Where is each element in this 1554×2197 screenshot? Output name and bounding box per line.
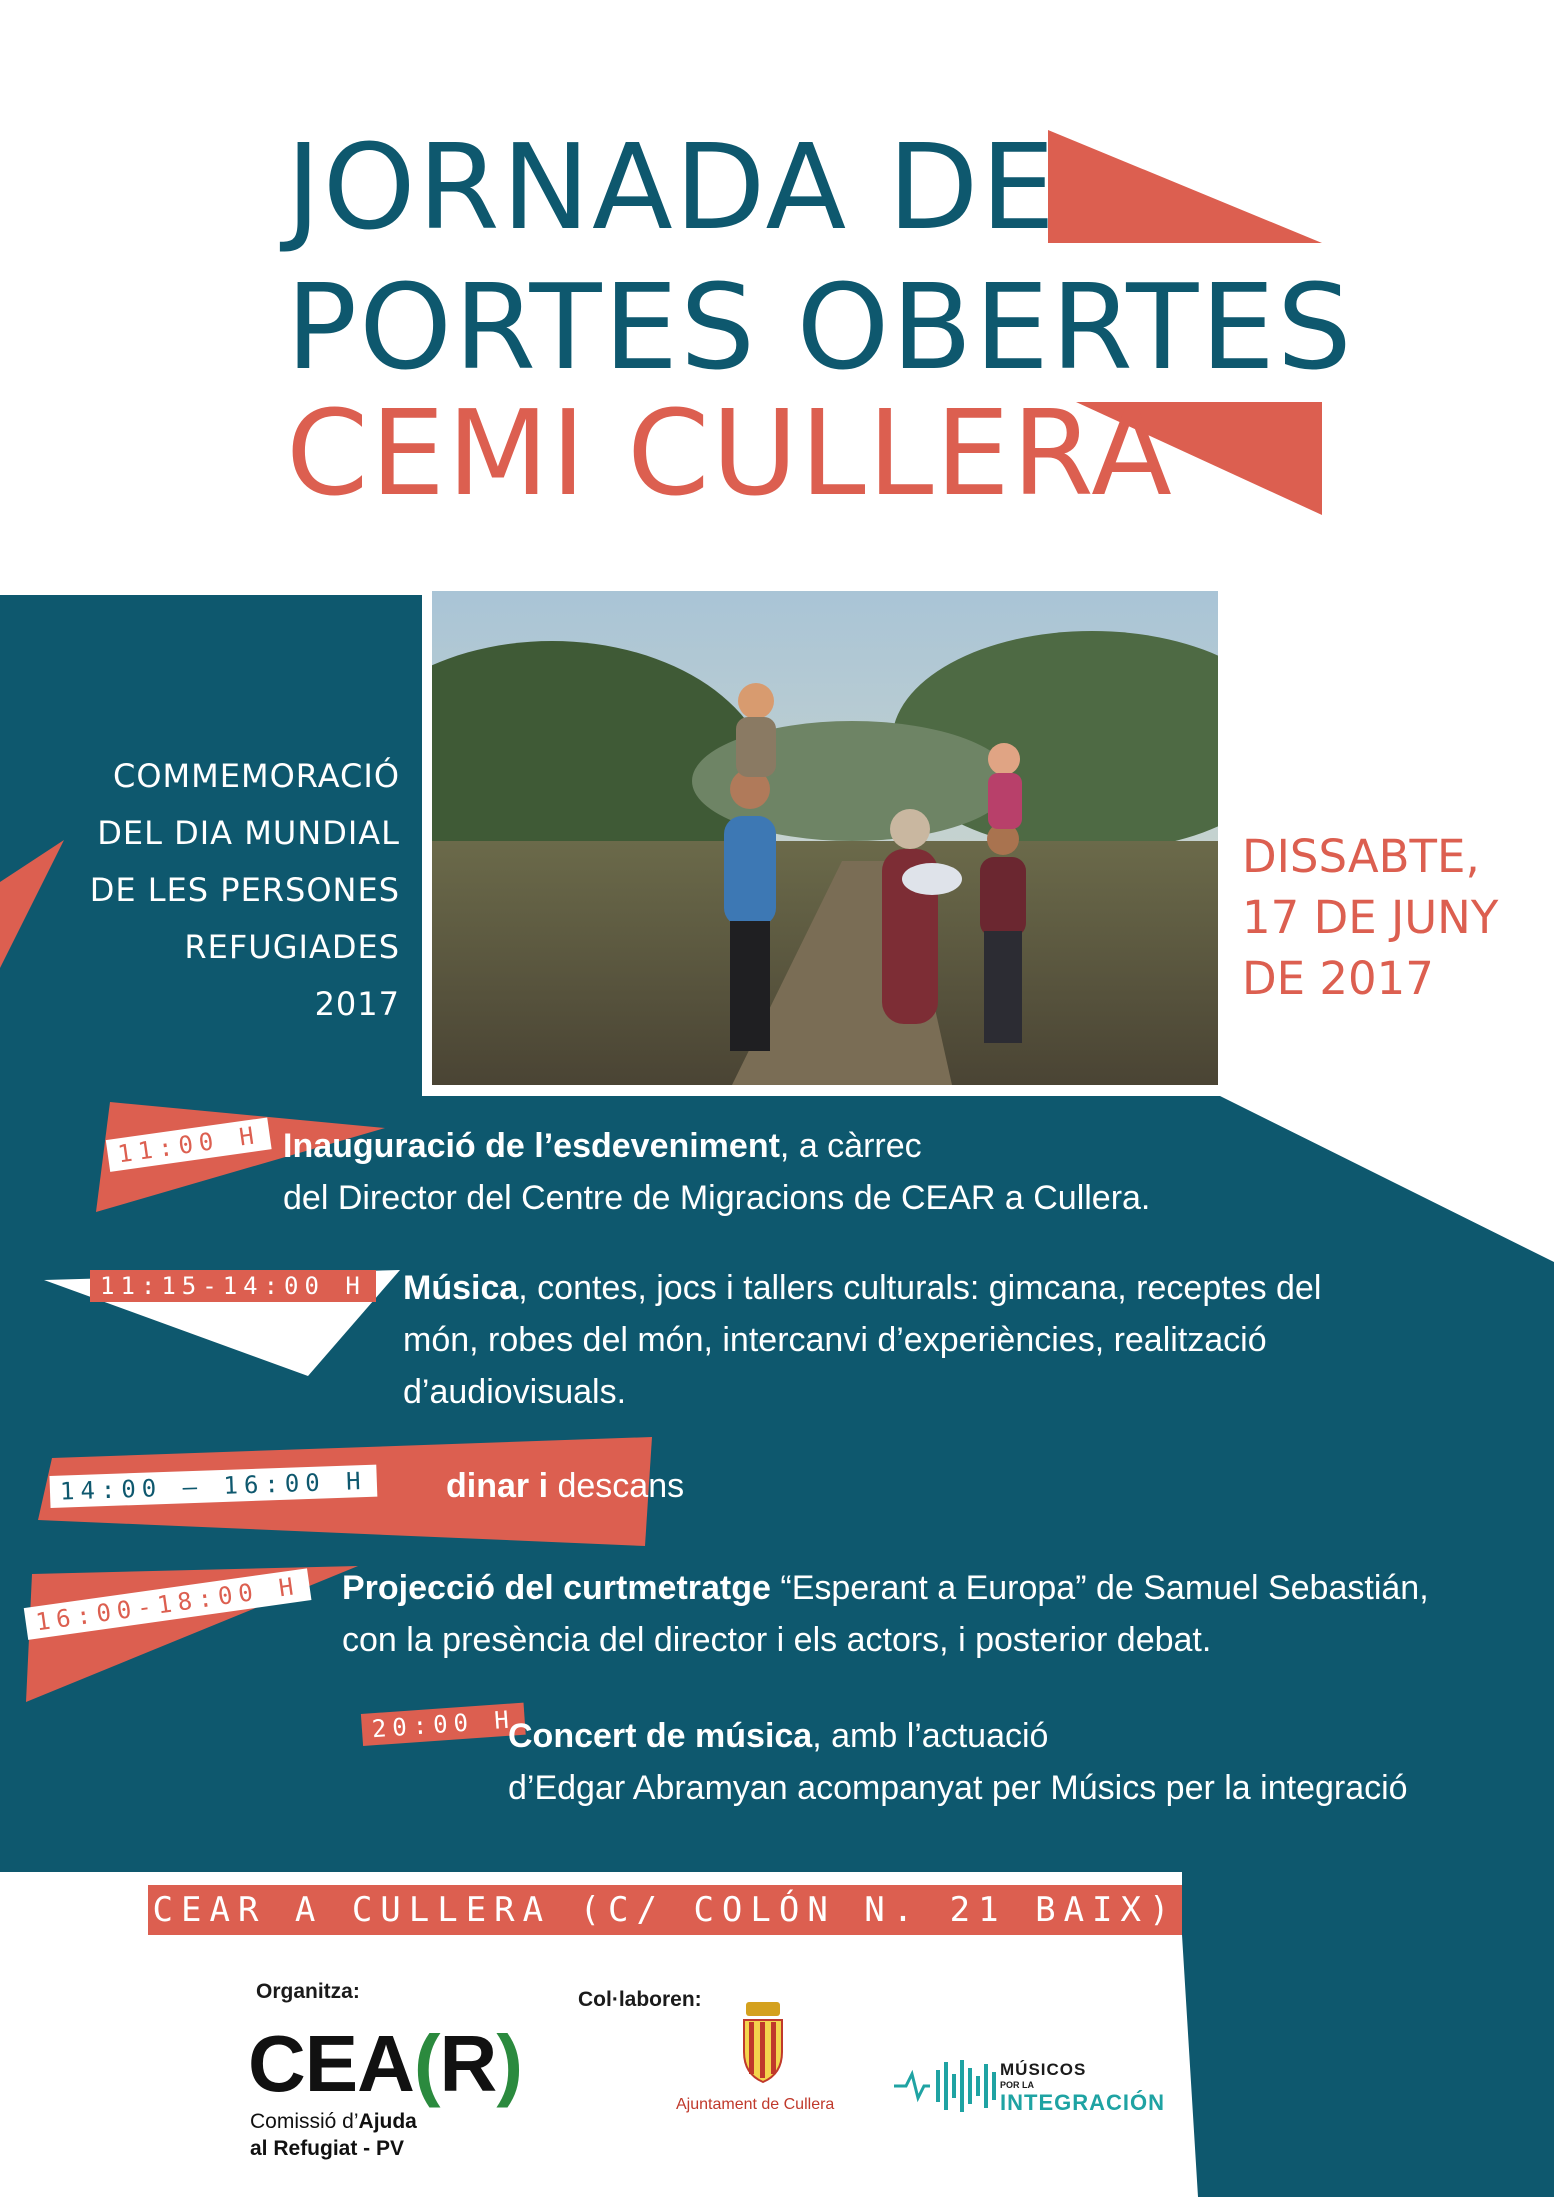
schedule-item-1 [283,1120,1150,1224]
schedule-item-text: d’audiovisuals. [403,1373,627,1411]
musicos-logo [1000,2060,1165,2116]
commemoration-line: DE LES PERSONES [89,871,400,909]
commemoration-line: COMMEMORACIÓ [113,757,400,795]
ajuntament-label: Ajuntament de Cullera [676,2096,835,2113]
title-triangle-top [1048,130,1322,243]
cear-logo-main: CEA [248,2019,414,2108]
time-tag-3: 14:00 – 16:00 H [49,1465,377,1508]
musicos-line1: MÚSICOS [1000,2060,1087,2079]
time-tag-1: 11:00 H [106,1117,272,1171]
venue-address: CEAR A CULLERA (C/ COLÓN N. 21 BAIX) [148,1885,1182,1935]
schedule-item-title: Projecció del curtmetratge [342,1569,771,1607]
time-tag-4: 16:00-18:00 H [24,1568,312,1639]
organitza-label: Organitza: [256,1980,360,2003]
title-line-2: PORTES OBERTES [286,258,1354,396]
musicos-line2: POR LA [1000,2080,1035,2090]
schedule-item-text: , a càrrec [779,1127,922,1165]
date-line: 17 DE JUNY [1242,891,1499,944]
date-line: DE 2017 [1242,952,1434,1005]
schedule-item-text: “Esperant a Europa” de Samuel Sebastián, [770,1569,1429,1607]
musicos-line3: INTEGRACIÓN [1000,2090,1165,2115]
schedule-item-4 [342,1562,1429,1666]
schedule-item-text: descans [548,1467,685,1505]
schedule-item-text: d’Edgar Abramyan acompanyat per Músics per la integració [508,1769,1408,1807]
refugee-family-photo [432,591,1218,1085]
cear-subtitle [250,2108,417,2162]
time-tag-2: 11:15-14:00 H [90,1270,376,1302]
cear-logo-bracket-open: ( [413,2019,440,2108]
schedule-item-title: Concert de música [508,1717,813,1755]
cear-sub-text: al Refugiat - PV [250,2137,405,2160]
soundwave-icon [894,2056,998,2112]
cear-logo-letter: R [439,2019,497,2108]
commemoration-line: 2017 [314,985,400,1023]
schedule-item-text: món, robes del món, intercanvi d’experiències, realització [403,1321,1267,1359]
cear-logo [248,2019,522,2108]
commemoration-line: DEL DIA MUNDIAL [97,814,400,852]
schedule-item-text: con la presència del director i els actors, i posterior debat. [342,1621,1212,1659]
collaboren-label: Col·laboren: [578,1988,702,2011]
schedule-item-5 [508,1710,1408,1814]
title-line-3: CEMI CULLERA [286,384,1174,522]
schedule-item-text: , amb l’actuació [812,1717,1049,1755]
schedule-item-text: , contes, jocs i tallers culturals: gimcana, receptes del [518,1269,1322,1307]
schedule-item-text: del Director del Centre de Migracions de CEAR a Cullera. [283,1179,1151,1217]
commemoration-line: REFUGIADES [184,928,400,966]
schedule-item-title: dinar i [446,1467,549,1505]
schedule-item-title: Inauguració de l’esdeveniment [283,1127,780,1165]
time-tag-5: 20:00 H [361,1703,526,1746]
commemoration-text [40,748,400,1033]
schedule-item-2 [403,1262,1321,1418]
event-date [1242,826,1498,1009]
schedule-item-title: Música [403,1269,519,1307]
cear-logo-bracket-close: ) [496,2019,522,2108]
cullera-crest-icon [736,2000,790,2084]
cear-sub-bold: Ajuda [358,2110,417,2133]
title-line-1: JORNADA DE [286,118,1058,256]
cear-sub-text: Comissió d’ [250,2110,359,2133]
schedule-item-3 [446,1460,684,1512]
date-line: DISSABTE, [1242,830,1480,883]
